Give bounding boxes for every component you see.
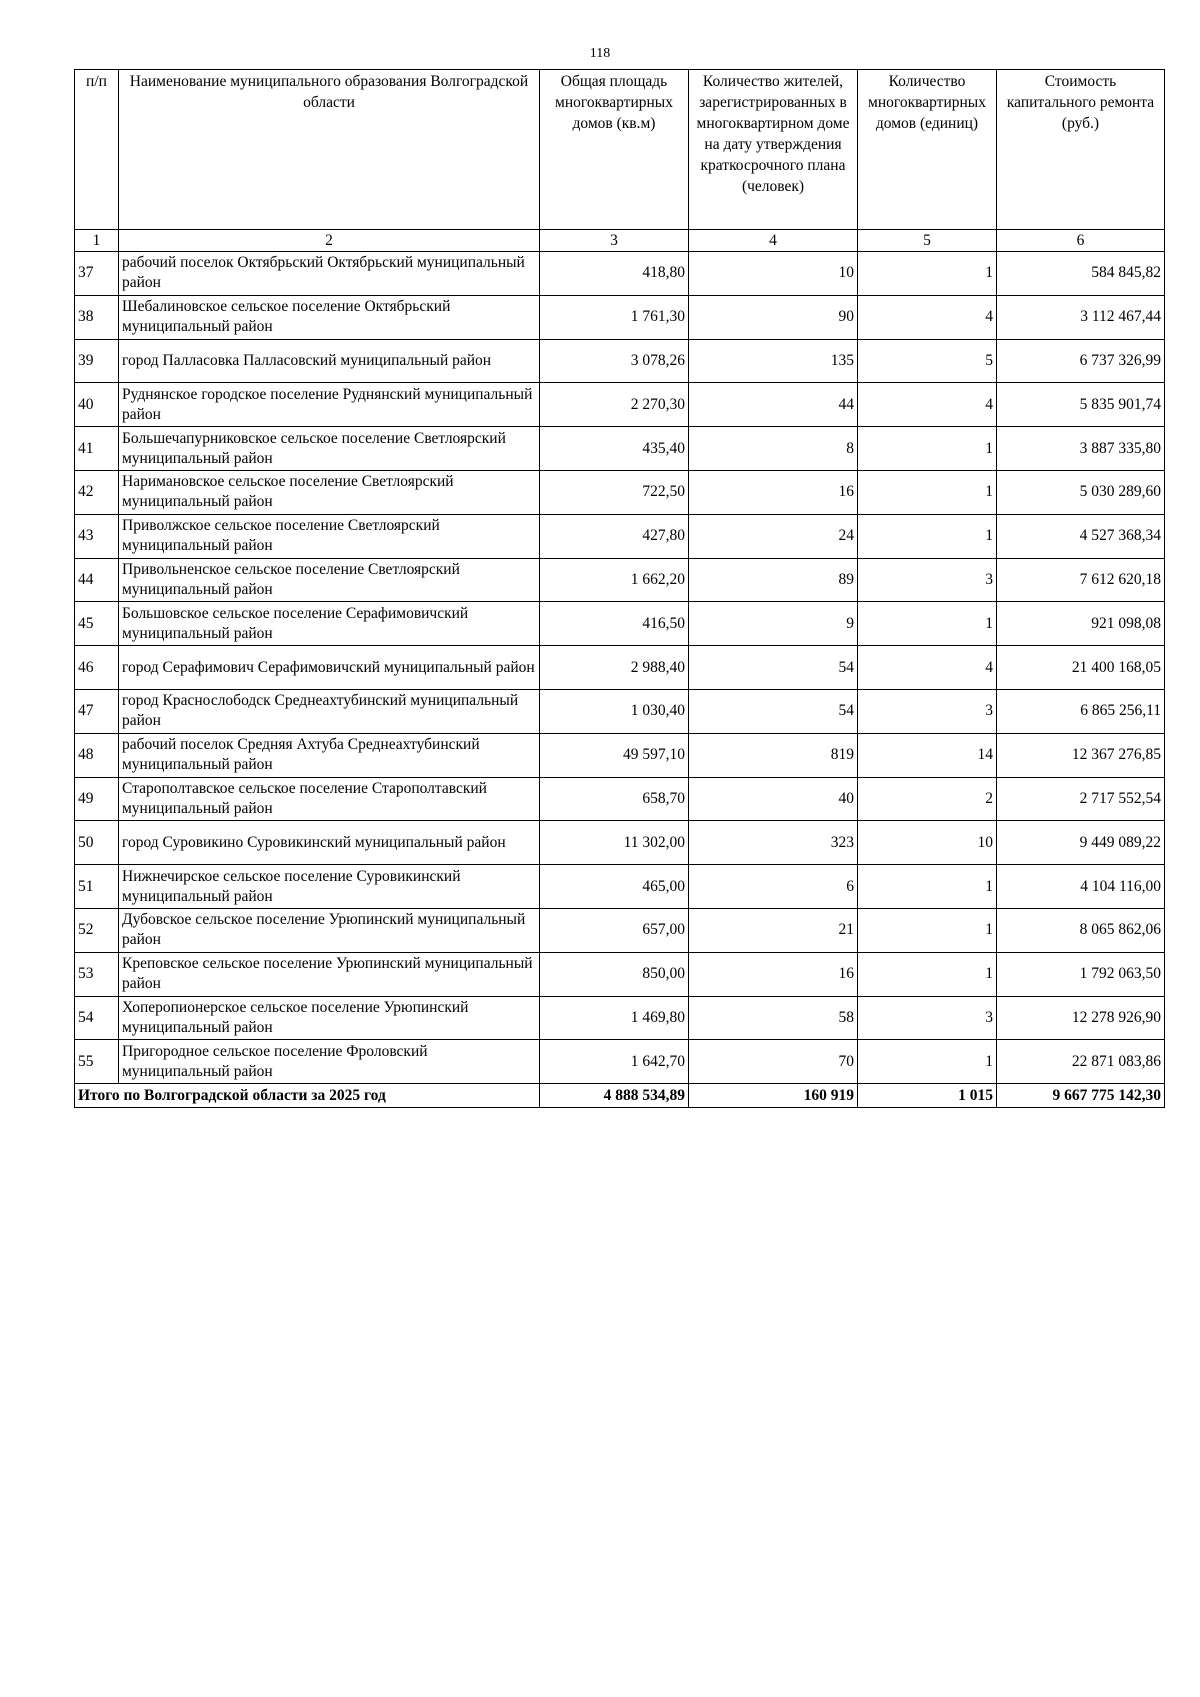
total-area: 4 888 534,89 [540, 1084, 689, 1108]
municipality-name: Наримановское сельское поселение Светлоярский муниципальный район [119, 470, 540, 514]
residents-value: 21 [689, 908, 858, 952]
total-row [75, 1084, 1165, 1108]
house-count-value: 1 [858, 602, 997, 646]
row-index: 49 [75, 777, 119, 821]
house-count-value: 1 [858, 865, 997, 909]
total-area-value: 1 030,40 [540, 689, 689, 733]
repair-cost-value: 12 367 276,85 [997, 733, 1165, 777]
total-residents: 160 919 [689, 1084, 858, 1108]
municipality-name: Старополтавское сельское поселение Старополтавский муниципальный район [119, 777, 540, 821]
municipality-name: рабочий поселок Средняя Ахтуба Среднеахтубинский муниципальный район [119, 733, 540, 777]
capital-repair-table [74, 69, 1165, 1108]
house-count-value: 1 [858, 252, 997, 296]
house-count-value: 1 [858, 952, 997, 996]
row-index: 55 [75, 1040, 119, 1084]
table-row [75, 689, 1165, 733]
row-index: 53 [75, 952, 119, 996]
repair-cost-value: 12 278 926,90 [997, 996, 1165, 1040]
residents-value: 135 [689, 339, 858, 383]
residents-value: 10 [689, 252, 858, 296]
total-area-value: 416,50 [540, 602, 689, 646]
header-municipality-name: Наименование муниципального образования Волгоградской области [119, 70, 540, 230]
house-count-value: 5 [858, 339, 997, 383]
column-number: 5 [858, 230, 997, 252]
repair-cost-value: 4 527 368,34 [997, 514, 1165, 558]
residents-value: 6 [689, 865, 858, 909]
total-area-value: 427,80 [540, 514, 689, 558]
repair-cost-value: 6 865 256,11 [997, 689, 1165, 733]
table-row [75, 383, 1165, 427]
row-index: 45 [75, 602, 119, 646]
header-repair-cost: Стоимость капитального ремонта (руб.) [997, 70, 1165, 230]
repair-cost-value: 3 887 335,80 [997, 427, 1165, 471]
residents-value: 40 [689, 777, 858, 821]
row-index: 42 [75, 470, 119, 514]
residents-value: 819 [689, 733, 858, 777]
repair-cost-value: 21 400 168,05 [997, 646, 1165, 690]
municipality-name: город Суровикино Суровикинский муниципальный район [119, 821, 540, 865]
house-count-value: 4 [858, 295, 997, 339]
total-area-value: 49 597,10 [540, 733, 689, 777]
row-index: 50 [75, 821, 119, 865]
repair-cost-value: 1 792 063,50 [997, 952, 1165, 996]
municipality-name: Приволжское сельское поселение Светлоярский муниципальный район [119, 514, 540, 558]
residents-value: 90 [689, 295, 858, 339]
table-row [75, 339, 1165, 383]
residents-value: 70 [689, 1040, 858, 1084]
repair-cost-value: 7 612 620,18 [997, 558, 1165, 602]
residents-value: 323 [689, 821, 858, 865]
row-index: 41 [75, 427, 119, 471]
table-row [75, 646, 1165, 690]
municipality-name: город Серафимович Серафимовичский муниципальный район [119, 646, 540, 690]
column-number-row [75, 230, 1165, 252]
table-row [75, 427, 1165, 471]
total-area-value: 657,00 [540, 908, 689, 952]
municipality-name: рабочий поселок Октябрьский Октябрьский муниципальный район [119, 252, 540, 296]
column-number: 2 [119, 230, 540, 252]
table-row [75, 470, 1165, 514]
total-label: Итого по Волгоградской области за 2025 год [75, 1084, 540, 1108]
total-area-value: 2 988,40 [540, 646, 689, 690]
row-index: 40 [75, 383, 119, 427]
table-row [75, 908, 1165, 952]
page-number: 118 [589, 46, 611, 61]
total-area-value: 658,70 [540, 777, 689, 821]
municipality-name: город Краснослободск Среднеахтубинский муниципальный район [119, 689, 540, 733]
residents-value: 58 [689, 996, 858, 1040]
house-count-value: 1 [858, 1040, 997, 1084]
residents-value: 54 [689, 646, 858, 690]
row-index: 43 [75, 514, 119, 558]
house-count-value: 10 [858, 821, 997, 865]
house-count-value: 2 [858, 777, 997, 821]
table-row [75, 733, 1165, 777]
header-residents: Количество жителей, зарегистрированных в многоквартирном доме на дату утверждения краткосрочного плана (человек) [689, 70, 858, 230]
row-index: 37 [75, 252, 119, 296]
header-index: п/п [75, 70, 119, 230]
residents-value: 24 [689, 514, 858, 558]
municipality-name: Дубовское сельское поселение Урюпинский муниципальный район [119, 908, 540, 952]
repair-cost-value: 2 717 552,54 [997, 777, 1165, 821]
house-count-value: 4 [858, 646, 997, 690]
total-area-value: 850,00 [540, 952, 689, 996]
repair-cost-value: 5 835 901,74 [997, 383, 1165, 427]
municipality-name: Шебалиновское сельское поселение Октябрьский муниципальный район [119, 295, 540, 339]
house-count-value: 1 [858, 908, 997, 952]
table-row [75, 821, 1165, 865]
total-area-value: 1 662,20 [540, 558, 689, 602]
residents-value: 89 [689, 558, 858, 602]
repair-cost-value: 921 098,08 [997, 602, 1165, 646]
table-row [75, 865, 1165, 909]
column-number: 6 [997, 230, 1165, 252]
column-number: 1 [75, 230, 119, 252]
table-row [75, 252, 1165, 296]
table-row [75, 602, 1165, 646]
table-body [75, 252, 1165, 1084]
total-area-value: 1 761,30 [540, 295, 689, 339]
house-count-value: 1 [858, 470, 997, 514]
total-cost: 9 667 775 142,30 [997, 1084, 1165, 1108]
house-count-value: 3 [858, 996, 997, 1040]
total-area-value: 1 642,70 [540, 1040, 689, 1084]
row-index: 54 [75, 996, 119, 1040]
table-row [75, 777, 1165, 821]
total-area-value: 3 078,26 [540, 339, 689, 383]
repair-cost-value: 4 104 116,00 [997, 865, 1165, 909]
total-area-value: 465,00 [540, 865, 689, 909]
house-count-value: 14 [858, 733, 997, 777]
residents-value: 9 [689, 602, 858, 646]
house-count-value: 4 [858, 383, 997, 427]
residents-value: 16 [689, 952, 858, 996]
table-row [75, 514, 1165, 558]
column-number: 3 [540, 230, 689, 252]
repair-cost-value: 6 737 326,99 [997, 339, 1165, 383]
total-area-value: 2 270,30 [540, 383, 689, 427]
row-index: 47 [75, 689, 119, 733]
municipality-name: Руднянское городское поселение Руднянский муниципальный район [119, 383, 540, 427]
residents-value: 54 [689, 689, 858, 733]
repair-cost-value: 3 112 467,44 [997, 295, 1165, 339]
house-count-value: 1 [858, 427, 997, 471]
municipality-name: Большовское сельское поселение Серафимовичский муниципальный район [119, 602, 540, 646]
row-index: 48 [75, 733, 119, 777]
municipality-name: Пригородное сельское поселение Фроловский муниципальный район [119, 1040, 540, 1084]
row-index: 46 [75, 646, 119, 690]
table-row [75, 1040, 1165, 1084]
table-row [75, 295, 1165, 339]
table-header-row [75, 70, 1165, 230]
municipality-name: Креповское сельское поселение Урюпинский муниципальный район [119, 952, 540, 996]
total-area-value: 1 469,80 [540, 996, 689, 1040]
municipality-name: Привольненское сельское поселение Светлоярский муниципальный район [119, 558, 540, 602]
repair-cost-value: 584 845,82 [997, 252, 1165, 296]
header-total-area: Общая площадь многоквартирных домов (кв.м) [540, 70, 689, 230]
row-index: 39 [75, 339, 119, 383]
table-row [75, 558, 1165, 602]
table-row [75, 952, 1165, 996]
row-index: 51 [75, 865, 119, 909]
repair-cost-value: 5 030 289,60 [997, 470, 1165, 514]
residents-value: 8 [689, 427, 858, 471]
total-houses: 1 015 [858, 1084, 997, 1108]
municipality-name: город Палласовка Палласовский муниципальный район [119, 339, 540, 383]
total-area-value: 418,80 [540, 252, 689, 296]
total-area-value: 11 302,00 [540, 821, 689, 865]
municipality-name: Нижнечирское сельское поселение Суровикинский муниципальный район [119, 865, 540, 909]
house-count-value: 1 [858, 514, 997, 558]
house-count-value: 3 [858, 689, 997, 733]
table-row [75, 996, 1165, 1040]
column-number: 4 [689, 230, 858, 252]
municipality-name: Большечапурниковское сельское поселение Светлоярский муниципальный район [119, 427, 540, 471]
row-index: 52 [75, 908, 119, 952]
total-area-value: 722,50 [540, 470, 689, 514]
row-index: 38 [75, 295, 119, 339]
residents-value: 44 [689, 383, 858, 427]
header-house-count: Количество многоквартирных домов (единиц) [858, 70, 997, 230]
residents-value: 16 [689, 470, 858, 514]
row-index: 44 [75, 558, 119, 602]
municipality-name: Хоперопионерское сельское поселение Урюпинский муниципальный район [119, 996, 540, 1040]
repair-cost-value: 9 449 089,22 [997, 821, 1165, 865]
repair-cost-value: 8 065 862,06 [997, 908, 1165, 952]
repair-cost-value: 22 871 083,86 [997, 1040, 1165, 1084]
house-count-value: 3 [858, 558, 997, 602]
total-area-value: 435,40 [540, 427, 689, 471]
